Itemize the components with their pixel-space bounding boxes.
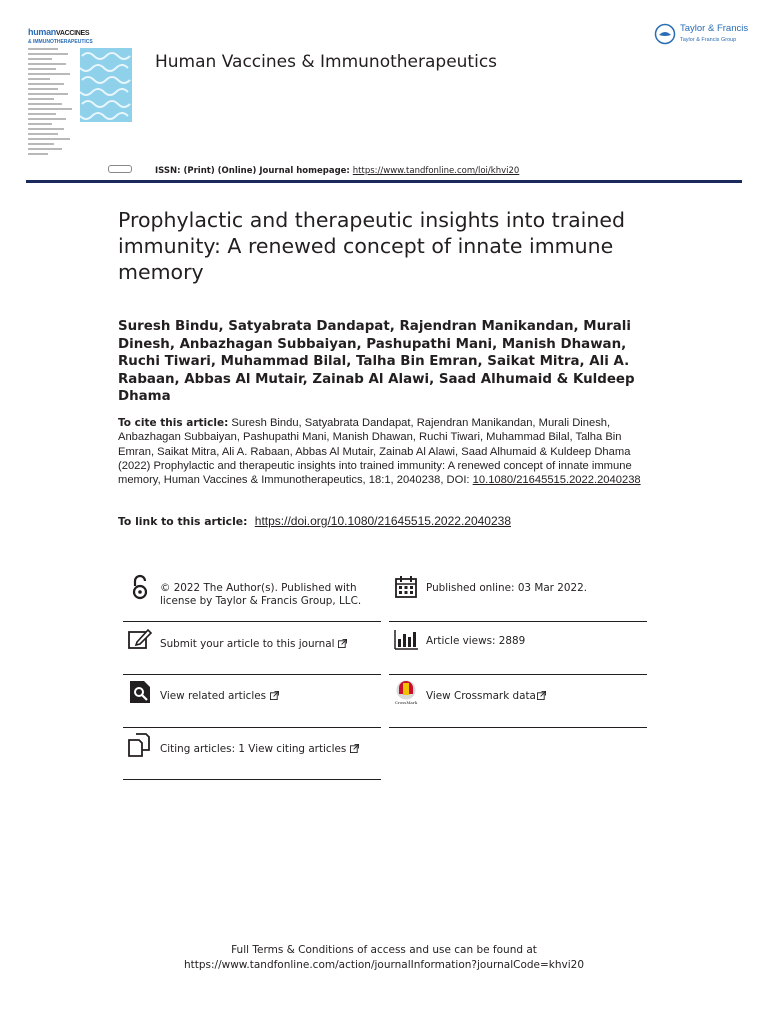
taylor-francis-logo	[654, 21, 754, 49]
external-link-icon	[350, 744, 359, 753]
license-text	[160, 582, 361, 608]
cite-doi-link[interactable]: 10.1080/21645515.2022.2040238	[472, 474, 641, 487]
bar-chart-icon	[393, 626, 419, 652]
related-text[interactable]	[160, 690, 279, 703]
related-articles-icon	[127, 679, 153, 705]
calendar-icon	[393, 574, 419, 600]
link-label: To link to this article:	[118, 515, 248, 528]
submit-text[interactable]	[160, 638, 347, 651]
published-cell	[389, 570, 647, 622]
footer-terms	[0, 943, 768, 973]
external-link-icon	[270, 691, 279, 700]
license-cell	[123, 570, 381, 622]
crossmark-icon	[393, 679, 419, 705]
crossmark-text[interactable]	[426, 690, 546, 703]
related-label[interactable]: View related articles	[160, 690, 267, 702]
citation-block	[118, 416, 648, 487]
journal-name: Human Vaccines & Immunotherapeutics	[155, 52, 498, 72]
journal-homepage-link[interactable]: https://www.tandfonline.com/loi/khvi20	[352, 166, 520, 176]
cover-brand	[28, 28, 134, 47]
citing-articles-icon	[127, 732, 153, 758]
cover-brand-line2: & IMMUNOTHERAPEUTICS	[28, 39, 93, 45]
header-divider	[26, 180, 742, 183]
article-doi-link[interactable]: https://doi.org/10.1080/21645515.2022.2040238	[254, 514, 511, 528]
article-authors: Suresh Bindu, Satyabrata Dandapat, Rajendran Manikandan, Murali Dinesh, Anbazhagan Subbaiyan, Pashupathi Mani, Manish Dhawan, Ruchi Tiwari, Muhammad Bilal, Talha Bin Emran, Saikat Mitra, Ali A. Rabaan, Abbas Al Mutair, Zainab Al Alawi, Saad Alhumaid & Kuldeep Dhama	[118, 319, 635, 405]
publisher-text	[680, 24, 748, 45]
crossmark-logo-text: CrossMark	[394, 700, 418, 705]
publisher-subname: Taylor & Francis Group	[680, 37, 737, 43]
submit-label[interactable]: Submit your article to this journal	[160, 638, 335, 650]
citing-text[interactable]	[160, 743, 359, 756]
issn-label: ISSN: (Print) (Online) Journal homepage:	[155, 166, 350, 176]
views-cell	[389, 622, 647, 675]
submit-cell[interactable]	[123, 622, 381, 675]
crossmark-cell[interactable]	[389, 675, 647, 728]
taylor-francis-icon	[654, 23, 676, 45]
crossmark-label[interactable]: View Crossmark data	[426, 690, 536, 702]
footer-line1: Full Terms & Conditions of access and use can be found at	[231, 944, 537, 956]
article-title: Prophylactic and therapeutic insights into trained immunity: A renewed concept of innate immune memory	[118, 208, 625, 284]
issn-line	[155, 166, 519, 176]
edit-icon	[127, 626, 153, 652]
cover-brand-line1: human	[28, 27, 57, 37]
license-line2: license by Taylor & Francis Group, LLC.	[160, 595, 362, 607]
open-access-icon	[127, 574, 153, 600]
related-cell[interactable]	[123, 675, 381, 728]
published-text: Published online: 03 Mar 2022.	[426, 582, 588, 594]
citing-cell[interactable]	[123, 728, 381, 780]
external-link-icon	[338, 639, 347, 648]
footer-terms-link[interactable]: https://www.tandfonline.com/action/journalInformation?journalCode=khvi20	[183, 959, 585, 971]
cover-contents-list	[28, 48, 76, 158]
link-line	[118, 514, 511, 528]
license-line1: © 2022 The Author(s). Published with	[160, 582, 357, 594]
external-link-icon	[537, 691, 546, 700]
publisher-mark	[108, 165, 132, 173]
publisher-name: Taylor & Francis	[680, 23, 749, 34]
cover-brand-line1b: VACCINES	[56, 30, 90, 37]
views-text: Article views: 2889	[426, 635, 526, 647]
cite-text: Suresh Bindu, Satyabrata Dandapat, Rajendran Manikandan, Murali Dinesh, Anbazhagan Subbaiyan, Pashupathi Mani, Manish Dhawan, Ruchi Tiwari, Muhammad Bilal, Talha Bin Emran, Saikat Mitra, Ali A. Rabaan, Abbas Al Mutair, Zainab Al Alawi, Saad Alhumaid & Kuldeep Dhama (2022) Prophylactic and therapeutic insights into trained immunity: A renewed concept of innate immune memory, Human Vaccines & Immunotherapeutics, 18:1, 2040238, DOI:	[118, 417, 632, 487]
cite-label: To cite this article:	[118, 417, 229, 429]
cover-art	[80, 48, 132, 122]
citing-label[interactable]: Citing articles: 1 View citing articles	[160, 743, 347, 755]
cover-art-pattern	[80, 48, 132, 122]
